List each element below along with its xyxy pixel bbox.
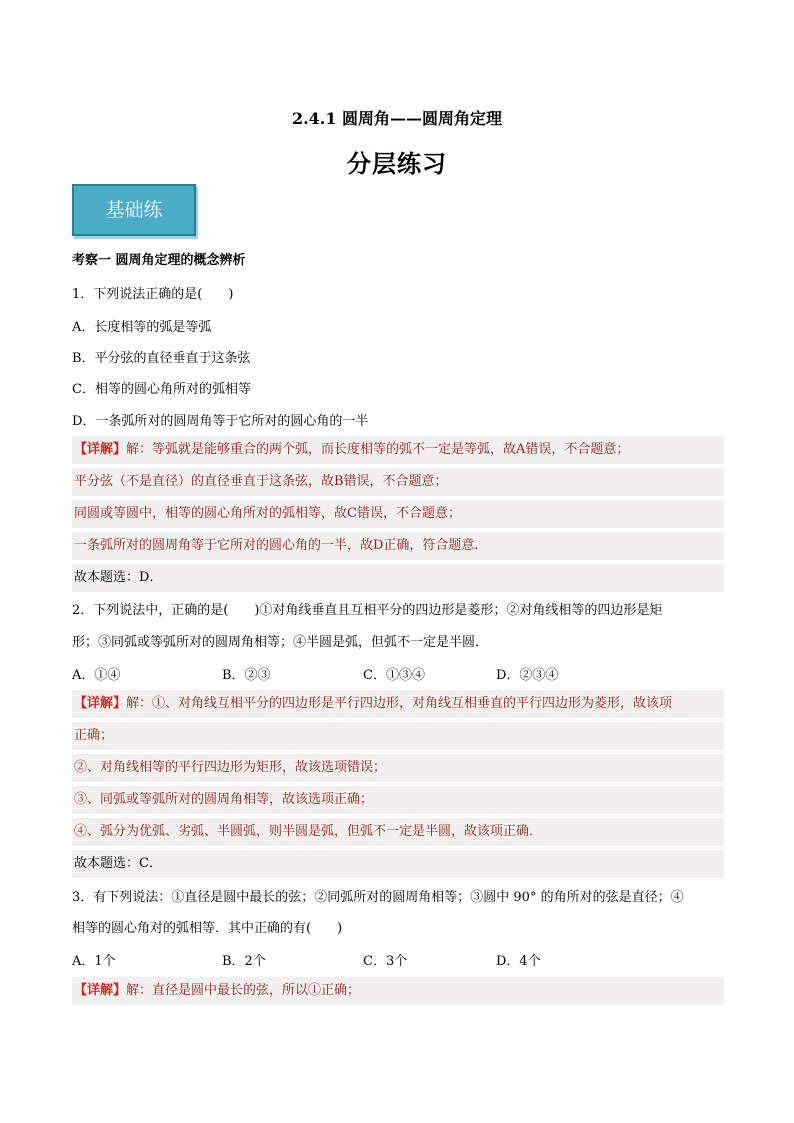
q3-option-a: A．1个 — [72, 954, 116, 969]
document-title: 2.4.1 圆周角——圆周角定理 — [291, 109, 503, 128]
detail-text: 解：直径是圆中最长的弦，所以①正确； — [126, 983, 361, 998]
q1-detail-line-1 — [72, 436, 724, 464]
q2-detail-line-3: ③、同弧或等弧所对的圆周角相等，故该选项正确； — [72, 786, 724, 814]
q2-answer: 故本题选：C． — [72, 850, 724, 878]
q2-stem-line-2: 形；③同弧或等弧所对的圆周角相等；④半圆是弧，但弧不一定是半圆． — [72, 635, 489, 650]
q1-answer: 故本题选：D． — [72, 564, 724, 592]
topic-heading: 考察一 圆周角定理的概念辨析 — [72, 253, 246, 268]
q1-option-b: B．平分弦的直径垂直于这条弦 — [72, 351, 251, 366]
detail-text: 解：等弧就是能够重合的两个弧，而长度相等的弧不一定是等弧，故A错误，不合题意； — [126, 442, 630, 457]
q3-stem-line-1: 3．有下列说法：①直径是圆中最长的弦；②同弧所对的圆周角相等；③圆中 90° 的角所对的弦是直径；④ — [72, 890, 684, 905]
q1-detail-line-4: 一条弧所对的圆周角等于它所对的圆心角的一半，故D正确，符合题意． — [72, 532, 724, 560]
section-badge — [72, 184, 196, 236]
q3-detail-line-1 — [72, 977, 724, 1005]
q2-option-b: B．②③ — [222, 668, 271, 683]
detail-text: 解：①、对角线互相平分的四边形是平行四边形，对角线互相垂直的平行四边形为菱形，故该项 — [126, 696, 673, 711]
q1-option-d: D．一条弧所对的圆周角等于它所对的圆心角的一半 — [72, 414, 369, 429]
q2-option-c: C．①③④ — [363, 668, 425, 683]
q2-stem-line-1: 2．下列说法中，正确的是( )①对角线垂直且互相平分的四边形是菱形；②对角线相等的四边形是矩 — [72, 603, 663, 618]
q2-detail-line-2: ②、对角线相等的平行四边形为矩形，故该选项错误； — [72, 754, 724, 782]
q1-option-a: A．长度相等的弧是等弧 — [72, 320, 212, 335]
q1-option-c: C．相等的圆心角所对的弧相等 — [72, 382, 251, 397]
q2-detail-line-1b: 正确； — [72, 722, 724, 750]
detail-tag: 【详解】 — [74, 696, 127, 711]
q3-stem-line-2: 相等的圆心角对的弧相等．其中正确的有( ) — [72, 921, 343, 936]
q1-detail-line-3: 同圆或等圆中，相等的圆心角所对的弧相等，故C错误，不合题意； — [72, 500, 724, 528]
q3-option-c: C．3个 — [363, 954, 408, 969]
q3-option-d: D．4个 — [496, 954, 541, 969]
q3-option-b: B．2个 — [222, 954, 266, 969]
q1-stem: 1．下列说法正确的是( ) — [72, 287, 234, 302]
document-subtitle: 分层练习 — [347, 149, 447, 178]
q2-option-d: D．②③④ — [496, 668, 559, 683]
detail-tag: 【详解】 — [74, 983, 127, 998]
q1-detail-line-2: 平分弦（不是直径）的直径垂直于这条弦，故B错误，不合题意； — [72, 468, 724, 496]
q2-option-a: A．①④ — [72, 668, 121, 683]
detail-tag: 【详解】 — [74, 442, 127, 457]
q2-detail-line-4: ④、弧分为优弧、劣弧、半圆弧，则半圆是弧，但弧不一定是半圆，故该项正确． — [72, 818, 724, 846]
q2-detail-line-1 — [72, 690, 724, 718]
section-label: 基础练 — [105, 199, 163, 221]
